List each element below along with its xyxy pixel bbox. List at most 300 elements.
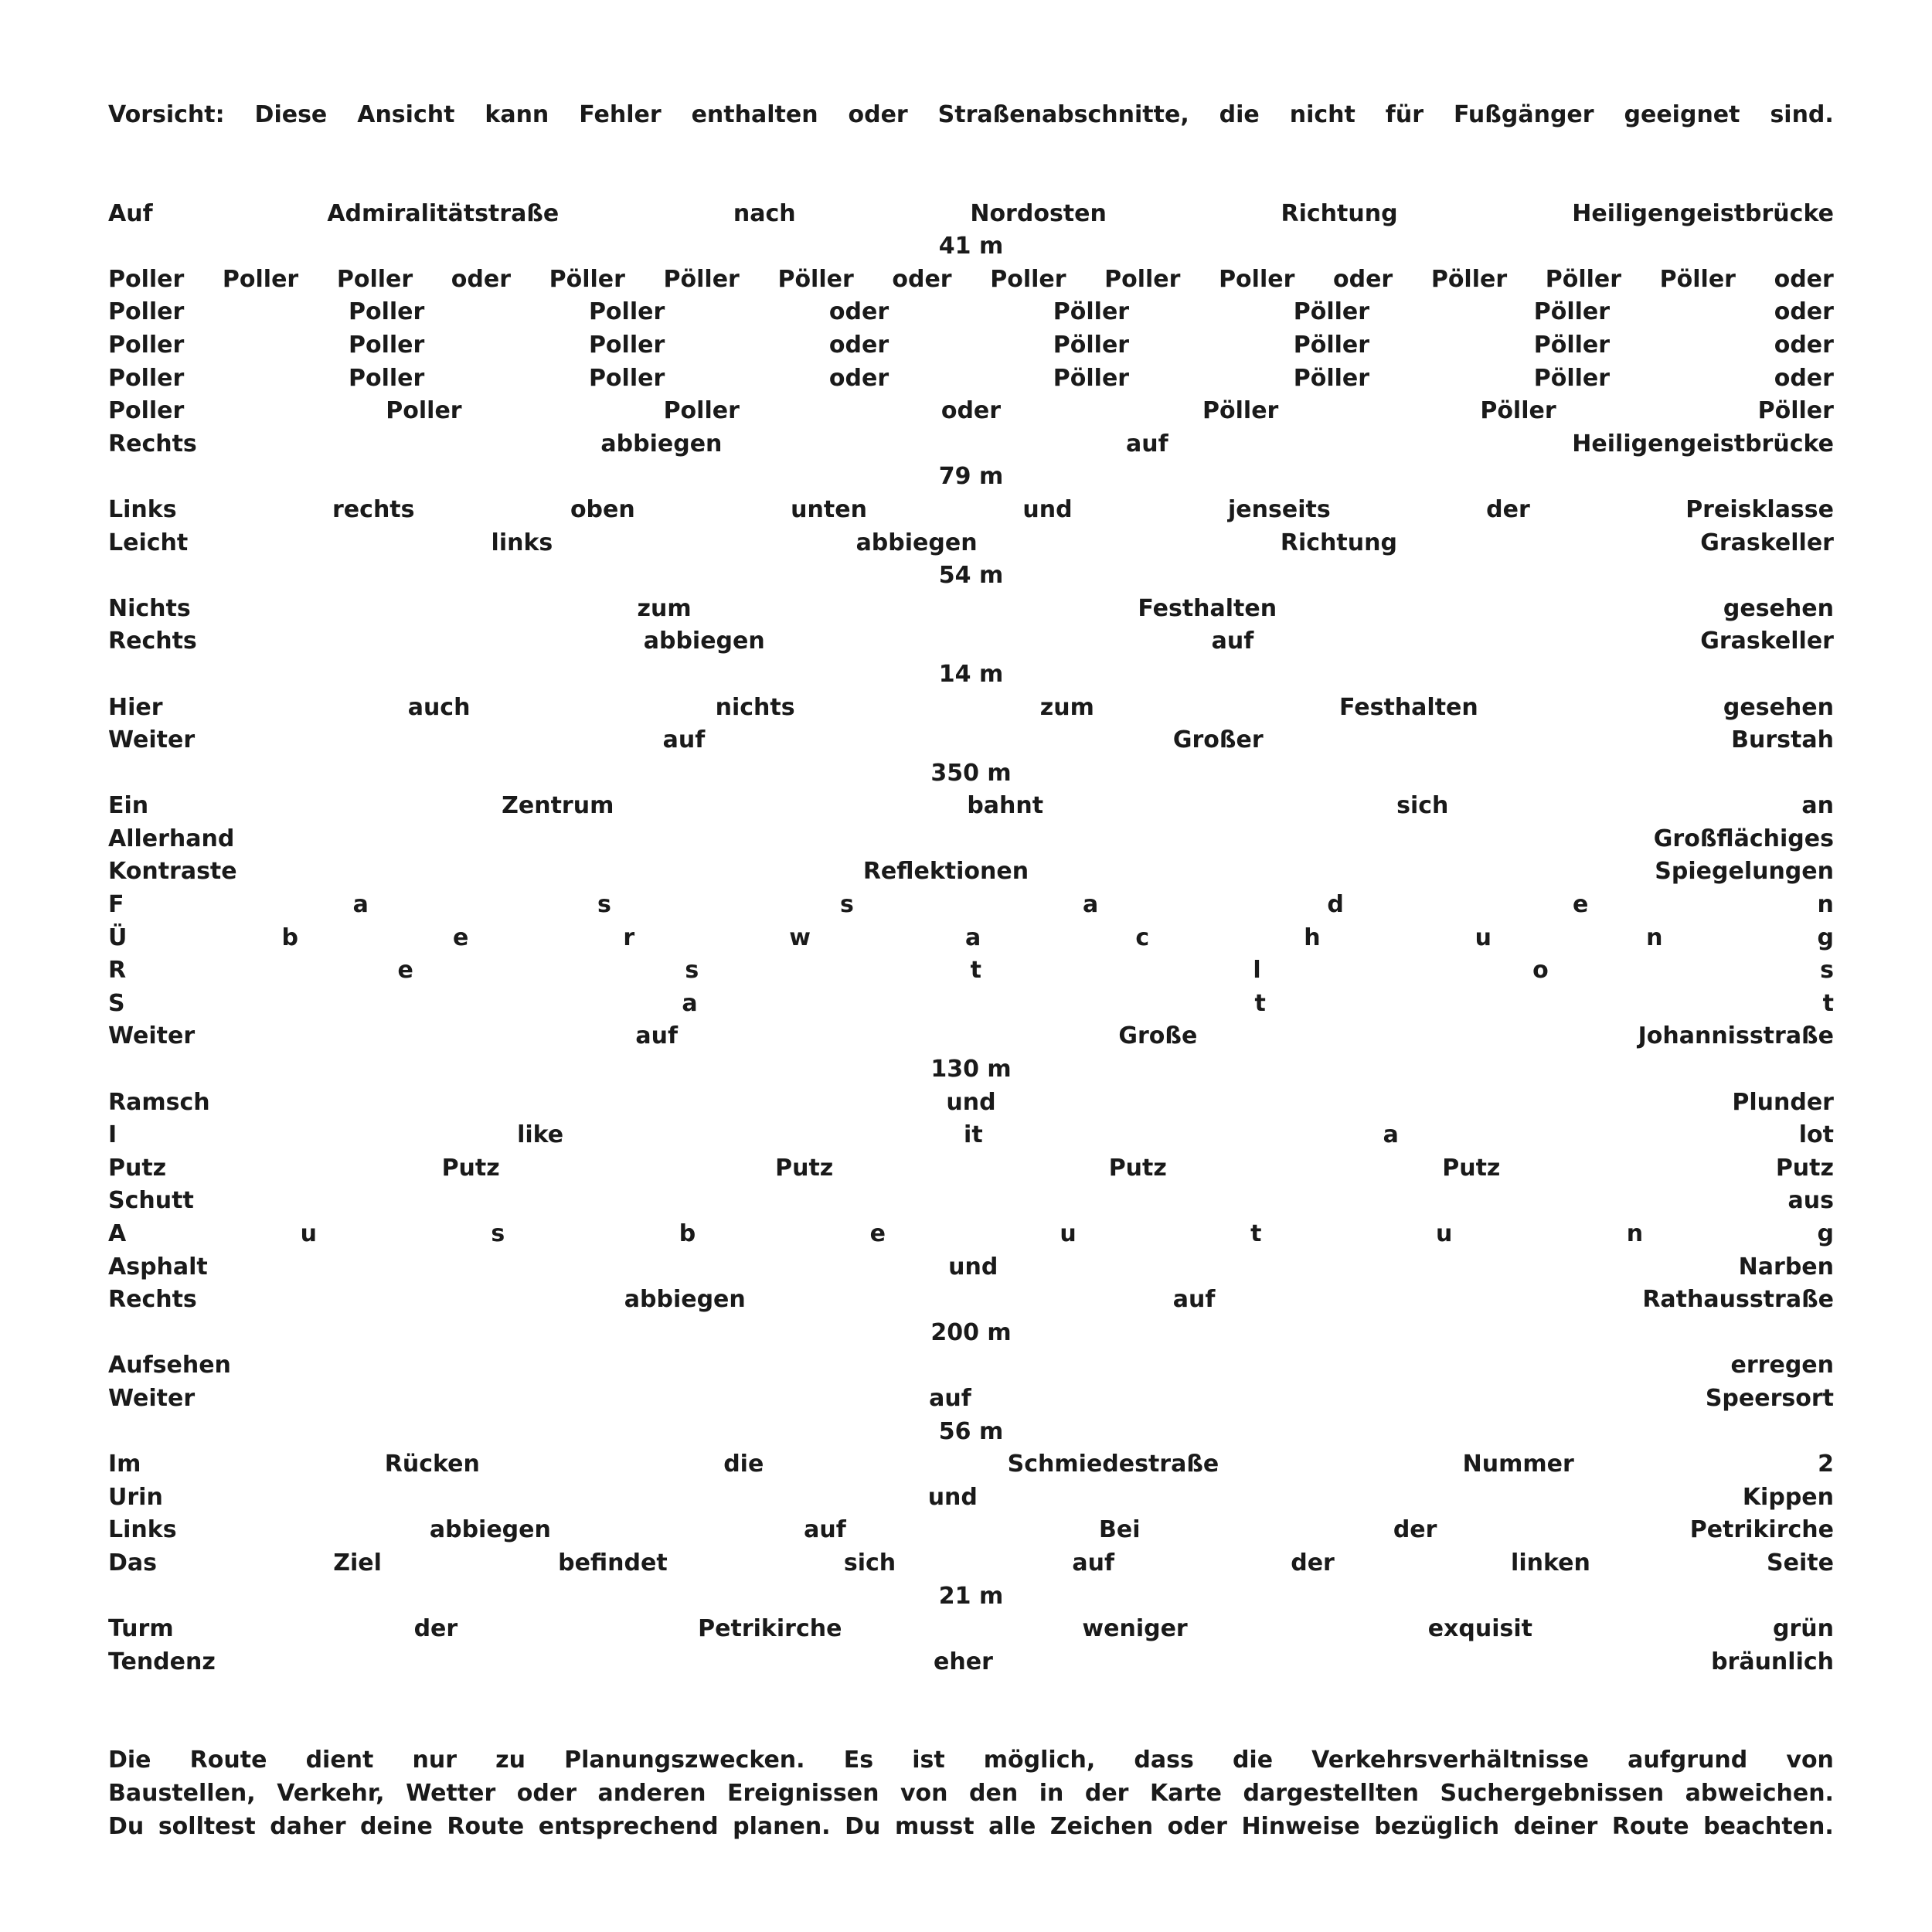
- word: oder: [1774, 364, 1834, 392]
- word: auf: [1072, 1549, 1115, 1577]
- word: oder: [516, 1779, 577, 1807]
- word: u: [1060, 1220, 1077, 1247]
- word: Reflektionen: [862, 858, 1029, 886]
- route-line: [108, 1383, 1834, 1416]
- word: S: [108, 989, 125, 1017]
- word: Route: [189, 1747, 267, 1774]
- route-line: [108, 428, 1834, 461]
- word: der: [1486, 495, 1530, 523]
- word: Kippen: [1742, 1483, 1834, 1511]
- word: Pöller: [777, 265, 854, 293]
- word: e: [397, 957, 413, 985]
- word: Du: [108, 1812, 145, 1840]
- word: Route: [1611, 1812, 1689, 1840]
- word: a: [682, 989, 698, 1017]
- word: Preisklasse: [1685, 495, 1834, 523]
- word: Aufsehen: [108, 1352, 231, 1379]
- word: Pöller: [1053, 298, 1130, 326]
- word: Pöller: [1545, 265, 1622, 293]
- word: deiner: [1513, 1812, 1598, 1840]
- word: und: [946, 1088, 996, 1116]
- word: Schmiedestraße: [1007, 1451, 1219, 1478]
- word: oder: [1167, 1812, 1227, 1840]
- word: s: [840, 891, 854, 919]
- word: Fehler: [579, 101, 662, 128]
- word: Nordosten: [970, 199, 1107, 227]
- word: Rechts: [108, 628, 197, 655]
- word: Hier: [108, 693, 163, 721]
- word: Poller: [348, 298, 425, 326]
- word: aufgrund: [1628, 1747, 1748, 1774]
- word: Pöller: [1293, 298, 1370, 326]
- word: Die: [108, 1747, 151, 1774]
- word: Tendenz: [108, 1648, 216, 1675]
- word: alle: [988, 1812, 1036, 1840]
- distance-label: 54 m: [938, 562, 1004, 590]
- route-line: [108, 1613, 1834, 1646]
- word: Großflächiges: [1653, 825, 1834, 852]
- word: Poller: [588, 298, 665, 326]
- word: b: [679, 1220, 696, 1247]
- word: Pöller: [1053, 331, 1130, 359]
- route-line: [108, 362, 1834, 396]
- word: Poller: [108, 298, 185, 326]
- word: Pöller: [1757, 397, 1834, 425]
- word: Leicht: [108, 529, 189, 556]
- route-line: [108, 1152, 1834, 1185]
- word: Plunder: [1732, 1088, 1834, 1116]
- route-line: [108, 988, 1834, 1021]
- disclaimer-line: [108, 1744, 1834, 1777]
- route-line: [108, 329, 1834, 362]
- word: Festhalten: [1138, 594, 1277, 622]
- word: u: [300, 1220, 317, 1247]
- word: Pöller: [1202, 397, 1279, 425]
- word: Pöller: [1533, 331, 1611, 359]
- word: Pöller: [1430, 265, 1508, 293]
- route-line: [108, 395, 1834, 428]
- word: Verkehr,: [277, 1779, 385, 1807]
- word: oder: [1774, 298, 1834, 326]
- disclaimer-top: [108, 99, 1834, 132]
- route-directions: [108, 198, 1834, 1679]
- word: Poller: [108, 331, 185, 359]
- word: Zentrum: [502, 792, 614, 820]
- word: der: [1291, 1549, 1335, 1577]
- word: Zeichen: [1049, 1812, 1154, 1840]
- word: Petrikirche: [1689, 1516, 1834, 1544]
- word: den: [969, 1779, 1019, 1807]
- word: a: [965, 923, 981, 951]
- word: I: [108, 1121, 117, 1149]
- word: erregen: [1730, 1352, 1834, 1379]
- word: Poller: [588, 331, 665, 359]
- word: geeignet: [1624, 101, 1740, 128]
- word: c: [1135, 923, 1150, 951]
- word: Links: [108, 495, 177, 523]
- route-line: [108, 527, 1834, 560]
- word: Heiligengeistbrücke: [1572, 199, 1834, 227]
- route-line: [108, 1087, 1834, 1120]
- route-line: [108, 1218, 1834, 1251]
- distance-label: 41 m: [938, 233, 1004, 260]
- word: anderen: [597, 1779, 706, 1807]
- word: Poller: [222, 265, 299, 293]
- word: bräunlich: [1711, 1648, 1834, 1675]
- word: w: [789, 923, 811, 951]
- word: Pöller: [1533, 364, 1611, 392]
- route-line: [108, 1020, 1834, 1053]
- word: entsprechend: [538, 1812, 719, 1840]
- word: gesehen: [1723, 693, 1834, 721]
- word: 2: [1818, 1451, 1834, 1478]
- word: Pöller: [1533, 298, 1611, 326]
- word: Poller: [588, 364, 665, 392]
- word: bezüglich: [1374, 1812, 1500, 1840]
- word: Hinweise: [1241, 1812, 1360, 1840]
- route-line: [108, 1547, 1834, 1580]
- word: oder: [828, 364, 889, 392]
- word: Poller: [348, 331, 425, 359]
- word: oder: [451, 265, 511, 293]
- word: der: [413, 1615, 458, 1643]
- word: a: [1083, 891, 1099, 919]
- word: zu: [495, 1747, 526, 1774]
- word: auf: [662, 726, 706, 754]
- word: Bei: [1099, 1516, 1141, 1544]
- word: aus: [1787, 1187, 1834, 1215]
- word: solltest: [158, 1812, 256, 1840]
- word: h: [1304, 923, 1321, 951]
- word: Straßenabschnitte,: [937, 101, 1189, 128]
- route-line: [108, 494, 1834, 527]
- word: Poller: [663, 397, 740, 425]
- word: planen.: [733, 1812, 831, 1840]
- word: g: [1817, 923, 1834, 951]
- word: Poller: [108, 397, 185, 425]
- word: exquisit: [1427, 1615, 1532, 1643]
- word: Poller: [108, 364, 185, 392]
- word: zum: [1039, 693, 1094, 721]
- word: Große: [1118, 1022, 1198, 1050]
- word: u: [1435, 1220, 1453, 1247]
- route-line: [108, 790, 1834, 823]
- word: abbiegen: [600, 430, 723, 457]
- word: und: [948, 1253, 998, 1281]
- word: Graskeller: [1700, 529, 1834, 556]
- word: befindet: [558, 1549, 668, 1577]
- route-line: [108, 1251, 1834, 1284]
- word: oder: [940, 397, 1002, 425]
- word: abbiegen: [855, 529, 978, 556]
- word: Rathausstraße: [1642, 1286, 1834, 1314]
- word: Poller: [386, 397, 462, 425]
- word: Ramsch: [108, 1088, 210, 1116]
- word: auf: [1172, 1286, 1216, 1314]
- route-line: [108, 1185, 1834, 1218]
- word: oder: [1774, 331, 1834, 359]
- distance-label: 350 m: [930, 759, 1012, 787]
- word: zum: [637, 594, 692, 622]
- word: Johannisstraße: [1638, 1022, 1834, 1050]
- word: auf: [1126, 430, 1168, 457]
- word: in: [1039, 1779, 1064, 1807]
- word: bahnt: [967, 792, 1044, 820]
- word: Route: [447, 1812, 525, 1840]
- word: Weiter: [108, 726, 196, 754]
- word: auf: [1211, 628, 1254, 655]
- word: Turm: [108, 1615, 174, 1643]
- word: Poller: [348, 364, 425, 392]
- word: Poller: [1104, 265, 1181, 293]
- word: nicht: [1289, 101, 1355, 128]
- word: auf: [635, 1022, 679, 1050]
- word: Pöller: [1480, 397, 1556, 425]
- disclaimer-line: [108, 1777, 1834, 1811]
- word: die: [1219, 101, 1260, 128]
- word: Ein: [108, 792, 149, 820]
- word: rechts: [332, 495, 415, 523]
- word: r: [623, 923, 635, 951]
- route-line: [108, 1514, 1834, 1547]
- word: von: [1786, 1747, 1834, 1774]
- distance-label: 130 m: [930, 1056, 1012, 1083]
- document-page: [108, 99, 1834, 1843]
- word: Putz: [1108, 1154, 1167, 1182]
- word: Pöller: [663, 265, 740, 293]
- word: Großer: [1172, 726, 1264, 754]
- route-line: [108, 889, 1834, 922]
- word: a: [1383, 1121, 1399, 1149]
- word: Poller: [990, 265, 1066, 293]
- word: like: [517, 1121, 564, 1149]
- word: von: [900, 1779, 948, 1807]
- word: F: [108, 891, 124, 919]
- word: Pöller: [1659, 265, 1736, 293]
- word: nichts: [715, 693, 795, 721]
- word: Es: [843, 1747, 874, 1774]
- word: deine: [360, 1812, 433, 1840]
- word: n: [1626, 1220, 1644, 1247]
- word: Links: [108, 1516, 177, 1544]
- word: ist: [912, 1747, 945, 1774]
- word: Pöller: [1053, 364, 1130, 392]
- word: musst: [894, 1812, 975, 1840]
- word: t: [970, 957, 981, 985]
- route-line: [108, 954, 1834, 988]
- word: daher: [270, 1812, 346, 1840]
- word: Asphalt: [108, 1253, 208, 1281]
- route-line: [108, 724, 1834, 757]
- word: s: [685, 957, 699, 985]
- word: t: [1250, 1220, 1262, 1247]
- word: oder: [848, 101, 908, 128]
- disclaimer-line: [108, 99, 1834, 132]
- word: Speersort: [1705, 1384, 1834, 1412]
- word: Fußgänger: [1453, 101, 1594, 128]
- route-line: [108, 1349, 1834, 1383]
- word: e: [869, 1220, 886, 1247]
- word: der: [1084, 1779, 1129, 1807]
- word: s: [491, 1220, 505, 1247]
- word: Putz: [108, 1154, 167, 1182]
- word: Vorsicht:: [108, 101, 225, 128]
- word: Weiter: [108, 1384, 196, 1412]
- word: oder: [1332, 265, 1393, 293]
- word: Ereignissen: [726, 1779, 879, 1807]
- word: oder: [828, 331, 889, 359]
- word: Karte: [1150, 1779, 1222, 1807]
- route-line: [108, 855, 1834, 889]
- word: lot: [1798, 1121, 1834, 1149]
- word: t: [1254, 989, 1266, 1017]
- route-line: [108, 1646, 1834, 1679]
- word: links: [491, 529, 553, 556]
- word: unten: [791, 495, 867, 523]
- word: Im: [108, 1451, 141, 1478]
- word: g: [1817, 1220, 1834, 1247]
- word: b: [281, 923, 298, 951]
- word: Putz: [1442, 1154, 1501, 1182]
- word: Putz: [441, 1154, 500, 1182]
- distance-label: 56 m: [938, 1417, 1004, 1445]
- route-line: [108, 593, 1834, 626]
- word: und: [927, 1483, 978, 1511]
- word: Baustellen,: [108, 1779, 256, 1807]
- word: Rechts: [108, 1286, 197, 1314]
- distance-label: 79 m: [938, 463, 1004, 491]
- word: R: [108, 957, 127, 985]
- word: grün: [1772, 1615, 1834, 1643]
- route-line: [108, 1481, 1834, 1515]
- route-line: [108, 625, 1834, 658]
- word: jenseits: [1228, 495, 1331, 523]
- word: abbiegen: [643, 628, 765, 655]
- word: für: [1385, 101, 1423, 128]
- word: n: [1646, 923, 1663, 951]
- route-line: [108, 1284, 1834, 1317]
- word: Heiligengeistbrücke: [1572, 430, 1834, 457]
- word: Putz: [775, 1154, 834, 1182]
- word: Graskeller: [1700, 628, 1834, 655]
- word: s: [597, 891, 611, 919]
- word: nach: [733, 199, 796, 227]
- word: an: [1801, 792, 1834, 820]
- word: e: [1573, 891, 1589, 919]
- word: Schutt: [108, 1187, 194, 1215]
- word: Petrikirche: [698, 1615, 842, 1643]
- word: abbiegen: [624, 1286, 746, 1314]
- word: Rechts: [108, 430, 197, 457]
- route-line: [108, 1448, 1834, 1481]
- word: u: [1475, 923, 1492, 951]
- word: oder: [828, 298, 889, 326]
- word: sich: [843, 1549, 896, 1577]
- word: Seite: [1767, 1549, 1834, 1577]
- word: Pöller: [549, 265, 625, 293]
- word: Festhalten: [1338, 693, 1478, 721]
- word: Wetter: [406, 1779, 496, 1807]
- word: dass: [1134, 1747, 1194, 1774]
- word: oder: [1774, 265, 1834, 293]
- word: auch: [407, 693, 471, 721]
- word: Poller: [336, 265, 413, 293]
- word: Ansicht: [357, 101, 455, 128]
- distance-label: 14 m: [938, 660, 1004, 688]
- word: gesehen: [1723, 594, 1834, 622]
- word: auf: [929, 1384, 971, 1412]
- word: s: [1820, 957, 1834, 985]
- word: der: [1393, 1516, 1437, 1544]
- word: Allerhand: [108, 825, 235, 852]
- word: Putz: [1775, 1154, 1834, 1182]
- word: linken: [1511, 1549, 1590, 1577]
- route-line: [108, 198, 1834, 231]
- word: Auf: [108, 199, 153, 227]
- route-line: [108, 922, 1834, 955]
- word: Das: [108, 1549, 158, 1577]
- route-line: [108, 264, 1834, 297]
- word: Spiegelungen: [1655, 858, 1834, 886]
- word: Nichts: [108, 594, 191, 622]
- word: Nummer: [1462, 1451, 1574, 1478]
- word: abbiegen: [429, 1516, 551, 1544]
- route-line: [108, 1119, 1834, 1152]
- word: Kontraste: [108, 858, 237, 886]
- word: Admiralitätstraße: [327, 199, 560, 227]
- word: A: [108, 1220, 127, 1247]
- route-line: [108, 296, 1834, 329]
- route-line: [108, 692, 1834, 725]
- word: Pöller: [1293, 331, 1370, 359]
- word: sich: [1396, 792, 1449, 820]
- word: a: [352, 891, 369, 919]
- word: Richtung: [1281, 199, 1398, 227]
- word: die: [1232, 1747, 1274, 1774]
- word: Poller: [1219, 265, 1295, 293]
- disclaimer-bottom: [108, 1744, 1834, 1843]
- word: dargestellten: [1243, 1779, 1419, 1807]
- word: n: [1817, 891, 1834, 919]
- word: d: [1327, 891, 1344, 919]
- word: Poller: [108, 265, 185, 293]
- word: oben: [570, 495, 635, 523]
- word: Pöller: [1293, 364, 1370, 392]
- word: Weiter: [108, 1022, 196, 1050]
- disclaimer-line: [108, 1811, 1834, 1844]
- word: und: [1022, 495, 1073, 523]
- word: Planungszwecken.: [564, 1747, 805, 1774]
- word: l: [1253, 957, 1261, 985]
- distance-label: 21 m: [938, 1582, 1004, 1610]
- word: oder: [892, 265, 952, 293]
- word: nur: [412, 1747, 457, 1774]
- word: auf: [804, 1516, 846, 1544]
- word: Urin: [108, 1483, 163, 1511]
- word: die: [723, 1451, 764, 1478]
- word: t: [1822, 989, 1834, 1017]
- word: Richtung: [1280, 529, 1397, 556]
- word: dient: [305, 1747, 374, 1774]
- word: sind.: [1770, 101, 1834, 128]
- word: Burstah: [1731, 726, 1834, 754]
- word: Ziel: [333, 1549, 382, 1577]
- word: abweichen.: [1685, 1779, 1834, 1807]
- word: Ü: [108, 923, 128, 951]
- word: Rücken: [384, 1451, 480, 1478]
- word: enthalten: [691, 101, 818, 128]
- word: e: [452, 923, 469, 951]
